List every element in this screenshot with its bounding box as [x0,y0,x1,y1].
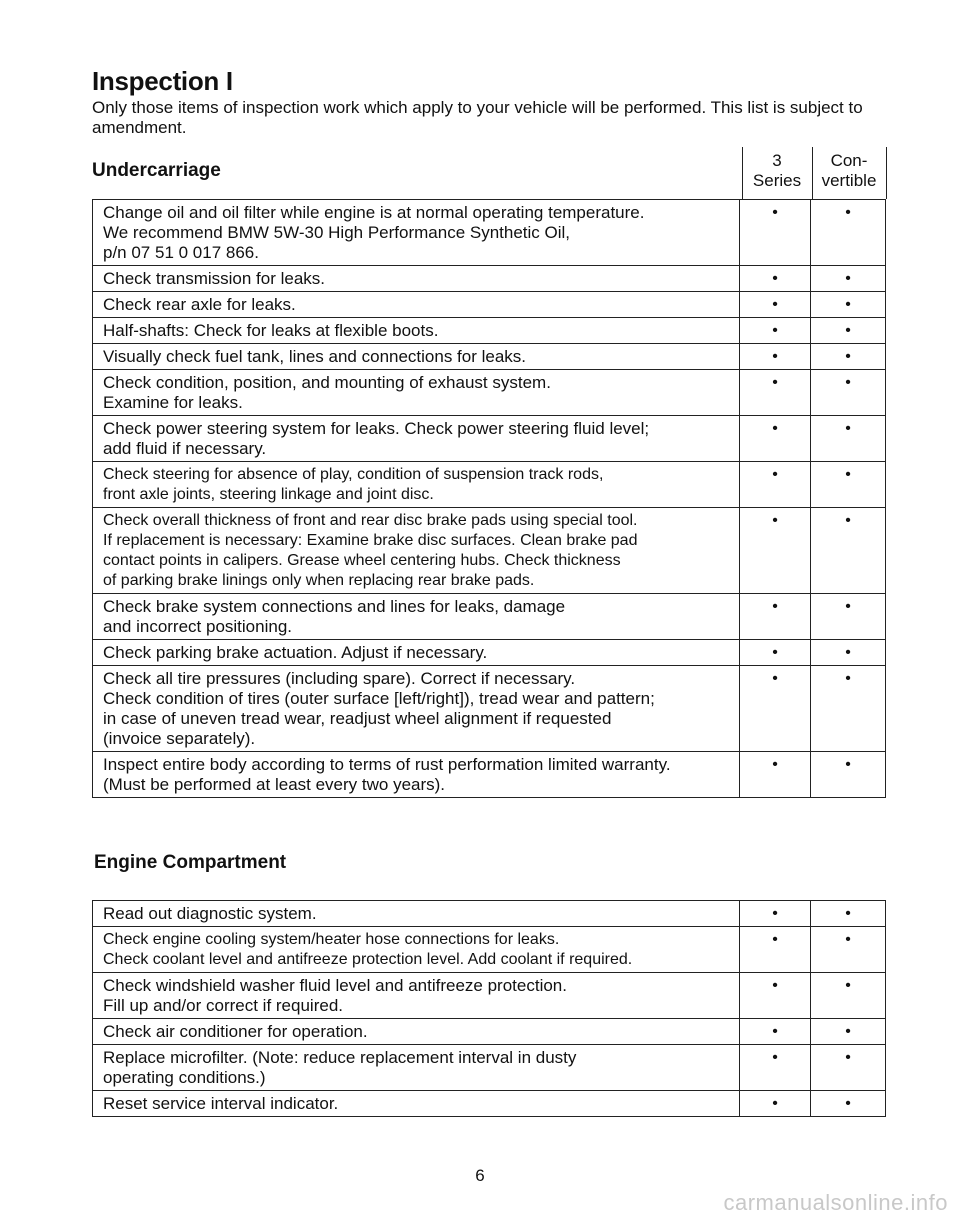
column-divider [742,147,743,199]
column-header-convertible: Con- vertible [821,151,877,190]
page-number: 6 [475,1166,485,1185]
table-row [93,927,886,973]
applies-3-series-bullet: • [740,973,811,1019]
applies-3-series-bullet: • [740,1019,811,1045]
applies-convertible-bullet: • [811,1019,886,1045]
applies-3-series-bullet: • [740,640,811,666]
applies-3-series-bullet: • [740,416,811,462]
inspection-item-text: Check condition, position, and mounting of exhaust system. Examine for leaks. [93,370,740,416]
applies-convertible-bullet: • [811,1045,886,1091]
column-divider [886,147,887,199]
applies-3-series-bullet: • [740,1045,811,1091]
table-row [93,344,886,370]
applies-convertible-bullet: • [811,1091,886,1117]
applies-convertible-bullet: • [811,292,886,318]
inspection-item-text: Inspect entire body according to terms of rust performation limited warranty. (Must be performed at least every two years). [93,752,740,798]
section-heading-undercarriage: Undercarriage [92,160,221,181]
table-row [93,416,886,462]
table-row [93,266,886,292]
applies-convertible-bullet: • [811,901,886,927]
applies-convertible-bullet: • [811,344,886,370]
column-header-3-series: 3 Series [752,151,802,190]
inspection-item-text: Check power steering system for leaks. Check power steering fluid level; add fluid if necessary. [93,416,740,462]
applies-3-series-bullet: • [740,1091,811,1117]
inspection-item-text: Check rear axle for leaks. [93,292,740,318]
inspection-item-text: Check overall thickness of front and rear disc brake pads using special tool. If replacement is necessary: Examine brake disc surfaces. Clean brake pad contact points in calipers. Grease wheel centering hubs. Check thickness of parking brake linings only when replacing rear brake pads. [93,508,740,594]
table-row [93,1091,886,1117]
applies-convertible-bullet: • [811,508,886,594]
inspection-item-text: Check steering for absence of play, condition of suspension track rods, front axle joints, steering linkage and joint disc. [93,462,740,508]
table-row [93,370,886,416]
applies-convertible-bullet: • [811,594,886,640]
applies-3-series-bullet: • [740,927,811,973]
applies-3-series-bullet: • [740,462,811,508]
inspection-item-text: Replace microfilter. (Note: reduce replacement interval in dusty operating conditions.) [93,1045,740,1091]
inspection-item-text: Visually check fuel tank, lines and connections for leaks. [93,344,740,370]
table-row [93,973,886,1019]
applies-convertible-bullet: • [811,640,886,666]
inspection-item-text: Check air conditioner for operation. [93,1019,740,1045]
applies-convertible-bullet: • [811,973,886,1019]
applies-convertible-bullet: • [811,666,886,752]
section-heading-engine-compartment: Engine Compartment [94,852,287,873]
applies-3-series-bullet: • [740,370,811,416]
table-row [93,752,886,798]
inspection-item-text: Check engine cooling system/heater hose connections for leaks. Check coolant level and antifreeze protection level. Add coolant if required. [93,927,740,973]
column-divider [812,147,813,199]
applies-convertible-bullet: • [811,370,886,416]
applies-3-series-bullet: • [740,344,811,370]
inspection-item-text: Read out diagnostic system. [93,901,740,927]
table-row [93,292,886,318]
applies-3-series-bullet: • [740,752,811,798]
applies-convertible-bullet: • [811,200,886,266]
applies-convertible-bullet: • [811,927,886,973]
inspection-item-text: Check brake system connections and lines for leaks, damage and incorrect positioning. [93,594,740,640]
inspection-item-text: Change oil and oil filter while engine is at normal operating temperature. We recommend BMW 5W-30 High Performance Synthetic Oil, p/n 07 51 0 017 866. [93,200,740,266]
inspection-item-text: Reset service interval indicator. [93,1091,740,1117]
applies-convertible-bullet: • [811,318,886,344]
applies-3-series-bullet: • [740,318,811,344]
applies-convertible-bullet: • [811,416,886,462]
applies-convertible-bullet: • [811,266,886,292]
applies-3-series-bullet: • [740,508,811,594]
engine-compartment-table [92,900,886,1117]
inspection-item-text: Check transmission for leaks. [93,266,740,292]
applies-3-series-bullet: • [740,901,811,927]
inspection-item-text: Check windshield washer fluid level and antifreeze protection. Fill up and/or correct if required. [93,973,740,1019]
inspection-item-text: Check parking brake actuation. Adjust if necessary. [93,640,740,666]
table-row [93,1019,886,1045]
table-row [93,594,886,640]
table-row [93,318,886,344]
table-row [93,666,886,752]
page-title: Inspection I [92,66,233,96]
table-row [93,508,886,594]
applies-3-series-bullet: • [740,200,811,266]
applies-3-series-bullet: • [740,666,811,752]
table-row [93,640,886,666]
applies-3-series-bullet: • [740,594,811,640]
applies-3-series-bullet: • [740,292,811,318]
watermark: carmanualsonline.info [723,1190,948,1215]
applies-convertible-bullet: • [811,752,886,798]
inspection-item-text: Check all tire pressures (including spare). Correct if necessary. Check condition of tires (outer surface [left/right]), tread wear and pattern; in case of uneven tread wear, readjust wheel alignment if requested (invoice separately). [93,666,740,752]
table-row [93,901,886,927]
intro-text: Only those items of inspection work which apply to your vehicle will be performed. This list is subject to amendment. [92,98,863,137]
table-row [93,200,886,266]
applies-convertible-bullet: • [811,462,886,508]
table-row [93,1045,886,1091]
applies-3-series-bullet: • [740,266,811,292]
undercarriage-table [92,199,886,798]
inspection-item-text: Half-shafts: Check for leaks at flexible boots. [93,318,740,344]
table-row [93,462,886,508]
